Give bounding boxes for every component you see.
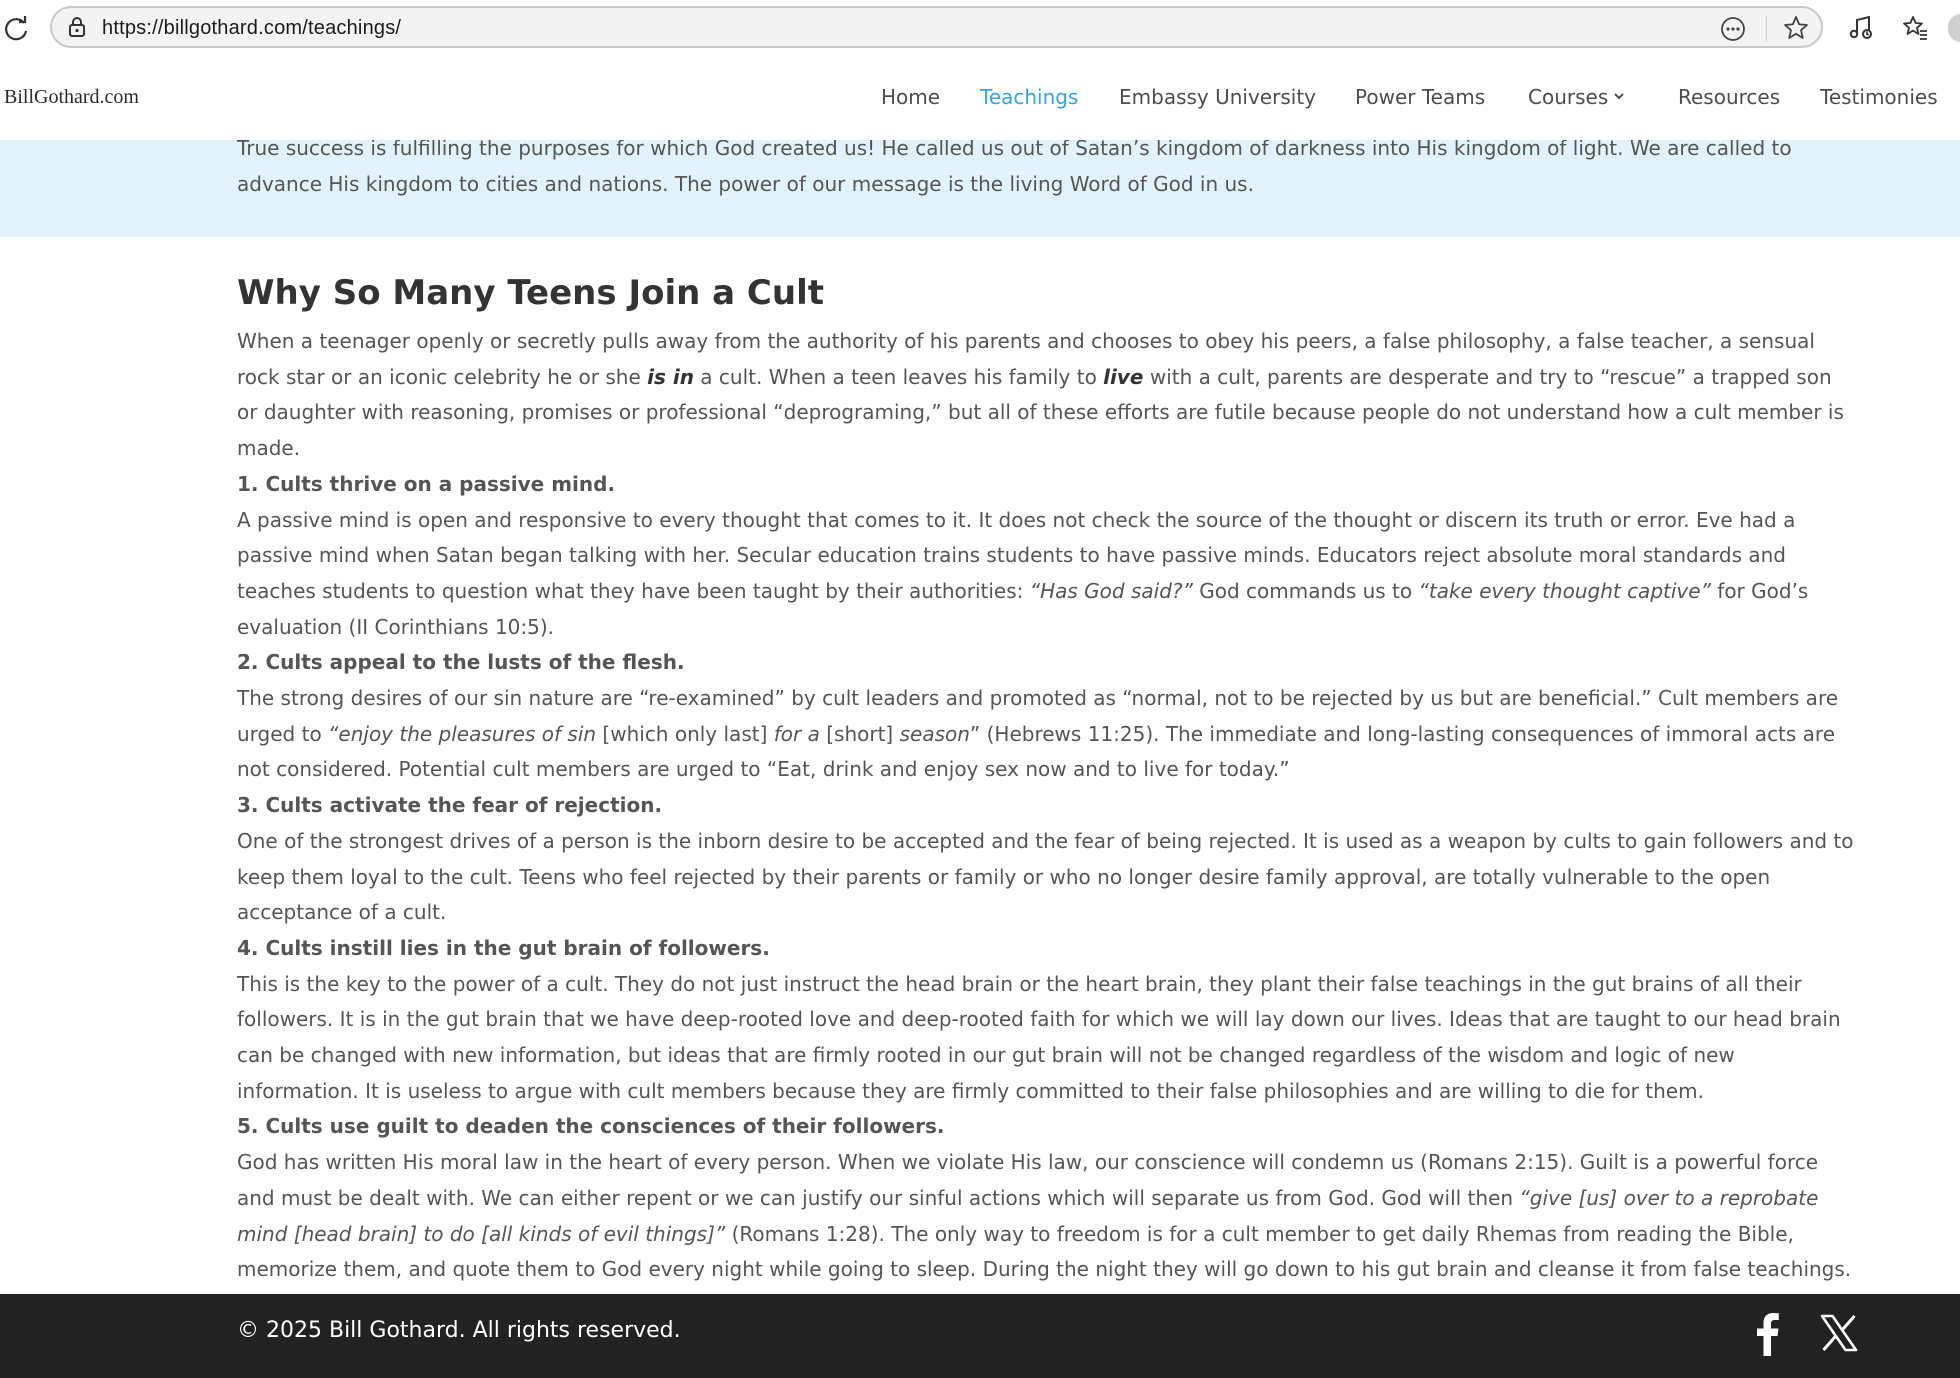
intro-paragraph: When a teenager openly or secretly pulls away from the authority of his parents and chooses to obey his peers, a false philosophy, a false teacher, a sensual rock star or an iconic celebrity he or she is in a cult. When a teen leaves his family to live with a cult, parents are desperate and try to “rescue” a trapped son or daughter with reasoning, promises or professional “deprograming,” but all of these efforts are futile because people do not understand how a cult member is made. (237, 329, 1844, 461)
lock-icon[interactable] (66, 16, 88, 38)
more-icon[interactable] (1720, 16, 1746, 42)
section-body-5: God has written His moral law in the heart of every person. When we violate His law, our conscience will condemn us (Romans 2:15). Guilt is a powerful force and must be dealt with. We can either repent or we can justify our sinful actions which will separate us from God. God will then “give [us] over to a reprobate mind [head brain] to do [all kinds of evil things]” (Romans 1:28). The only way to freedom is for a cult member to get daily Rhemas from reading the Bible, memorize them, and quote them to God every night while going to sleep. During the night they will go down to his gut brain and cleanse it from false teachings. (237, 1150, 1852, 1282)
x-icon[interactable] (1820, 1314, 1858, 1352)
section-body-4: This is the key to the power of a cult. They do not just instruct the head brain or the heart brain, they plant their false teachings in the gut brains of all their followers. It is in the gut brain that we have deep-rooted love and deep-rooted faith for which we will lay down our lives. Ideas that are taught to our head brain can be changed with new information, but ideas that are firmly rooted in our gut brain will not be changed regardless of the wisdom and logic of new information. It is useless to argue with cult members because they are firmly committed to their false philosophies and are willing to die for them. (237, 971, 1841, 1103)
media-icon[interactable] (1847, 14, 1875, 42)
address-bar-divider (1766, 16, 1767, 42)
facebook-icon[interactable] (1752, 1310, 1782, 1356)
nav-testimonies[interactable]: Testimonies (1820, 85, 1938, 109)
section-heading-4: 4. Cults instill lies in the gut brain of followers. (237, 935, 770, 960)
nav-teachings[interactable]: Teachings (980, 85, 1079, 109)
section-body-3: One of the strongest drives of a person is the inborn desire to be accepted and the fear of being rejected. It is used as a weapon by cults to gain followers and to keep them loyal to the cult. Teens who feel rejected by their parents or family or who no longer desire family approval, are totally vulnerable to the open acceptance of a cult. (237, 828, 1854, 925)
site-header (0, 58, 1960, 140)
nav-embassy-university[interactable]: Embassy University (1119, 85, 1316, 109)
section-heading-3: 3. Cults activate the fear of rejection. (237, 793, 663, 818)
address-bar[interactable] (50, 6, 1823, 48)
profile-avatar[interactable] (1948, 14, 1960, 42)
article-title: Why So Many Teens Join a Cult (237, 273, 824, 313)
mission-text: True success is fulfilling the purposes for which God created us! He called us out of Satan’s kingdom of darkness into His kingdom of light. We are called to advance His kingdom to cities and nations. The power of our message is the living Word of God in us. (237, 140, 1792, 196)
section-body-1: A passive mind is open and responsive to every thought that comes to it. It does not check the source of the thought or discern its truth or error. Eve had a passive mind when Satan began talking with her. Secular education trains students to have passive minds. Educators reject absolute moral standards and teaches students to question what they have been taught by their authorities: “Has God said?” God commands us to “take every thought captive” for God’s evaluation (II Corinthians 10:5). (237, 507, 1809, 639)
section-heading-1: 1. Cults thrive on a passive mind. (237, 471, 616, 496)
site-logo[interactable]: BillGothard.com (4, 86, 139, 108)
favorite-star-icon[interactable] (1782, 14, 1810, 42)
section-body-2: The strong desires of our sin nature are “re-examined” by cult leaders and promoted as “normal, not to be rejected by us but are beneficial.” Cult members are urged to “enjoy the pleasures of sin [which only last] for a [short] season” (Hebrews 11:25). The immediate and long-lasting consequences of immoral acts are not considered. Potential cult members are urged to “Eat, drink and enjoy sex now and to live for today.” (237, 686, 1839, 782)
copyright-text: © 2025 Bill Gothard. All rights reserved. (237, 1318, 681, 1343)
browser-toolbar (0, 0, 1960, 58)
nav-courses[interactable] (1528, 85, 1624, 109)
chevron-down-icon (1614, 91, 1624, 101)
mission-banner (0, 140, 1960, 237)
section-heading-5: 5. Cults use guilt to deaden the consciences of their followers. (237, 1114, 945, 1139)
nav-courses-label: Courses (1528, 85, 1609, 109)
nav-power-teams[interactable]: Power Teams (1355, 85, 1486, 109)
article (237, 268, 1857, 1324)
site-footer (0, 1294, 1960, 1378)
url-text[interactable]: https://billgothard.com/teachings/ (102, 17, 402, 39)
favorites-icon[interactable] (1901, 14, 1929, 42)
nav-resources[interactable]: Resources (1678, 85, 1781, 109)
reload-icon[interactable] (2, 14, 32, 44)
section-heading-2: 2. Cults appeal to the lusts of the flesh. (237, 650, 685, 675)
nav-home[interactable]: Home (881, 85, 941, 109)
